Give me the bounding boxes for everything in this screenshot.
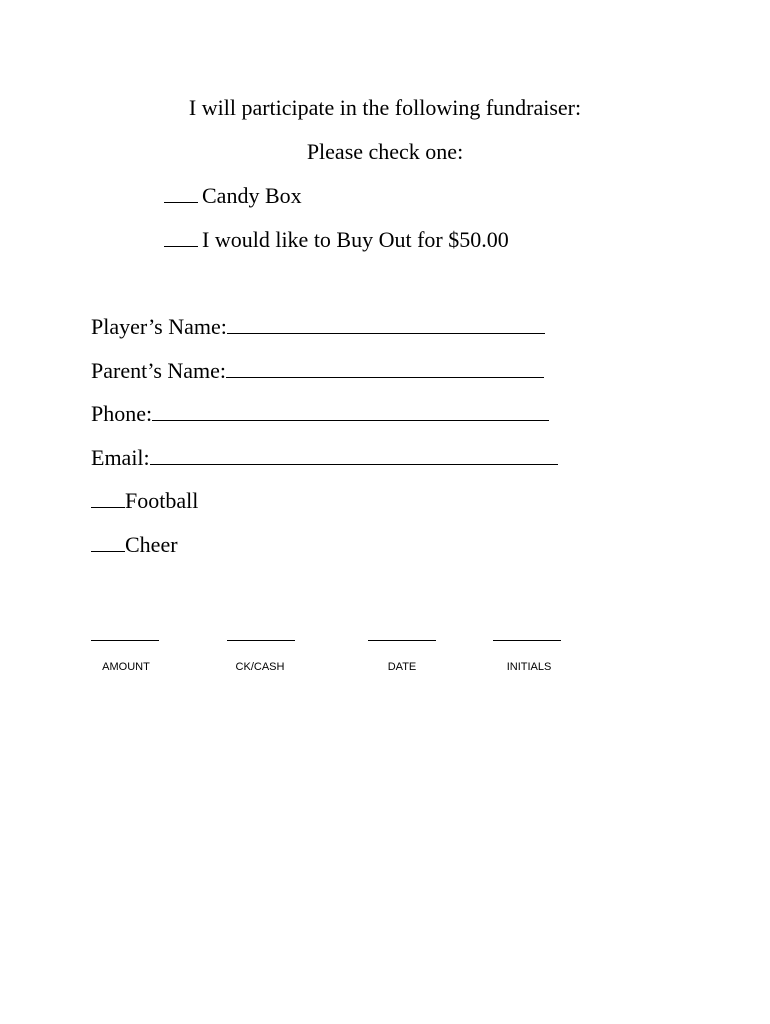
date-line[interactable] [368,640,436,641]
sport-label: Football [125,488,199,513]
sport-checkbox-blank[interactable] [91,487,125,508]
form-instruction: Please check one: [306,139,464,164]
date-label: DATE [387,661,417,673]
option-candy-box[interactable] [164,182,302,209]
sport-label: Cheer [125,532,178,557]
initials-line[interactable] [493,640,561,641]
phone-field [91,400,549,427]
option-label: Candy Box [202,183,302,208]
option-checkbox-blank[interactable] [164,182,198,203]
sport-checkbox-blank[interactable] [91,531,125,552]
option-checkbox-blank[interactable] [164,226,198,247]
email-field [91,444,558,471]
amount-label: AMOUNT [102,661,150,673]
ck-cash-label: CK/CASH [235,661,285,673]
field-label: Parent’s Name: [91,358,227,383]
email-input[interactable] [150,444,558,465]
field-label: Email: [91,445,150,470]
initials-label: INITIALS [506,661,552,673]
ck-cash-line[interactable] [227,640,295,641]
sport-cheer[interactable] [91,531,178,558]
option-label: I would like to Buy Out for $50.00 [202,227,509,252]
option-buy-out[interactable] [164,226,509,253]
parent-name-input[interactable] [226,357,544,378]
field-label: Phone: [91,401,153,426]
parent-name-field [91,357,544,384]
phone-input[interactable] [152,400,549,421]
form-title: I will participate in the following fundraiser: [188,95,582,120]
sport-football[interactable] [91,487,198,514]
field-label: Player’s Name: [91,314,227,339]
player-name-input[interactable] [227,313,545,334]
amount-line[interactable] [91,640,159,641]
player-name-field [91,313,545,340]
